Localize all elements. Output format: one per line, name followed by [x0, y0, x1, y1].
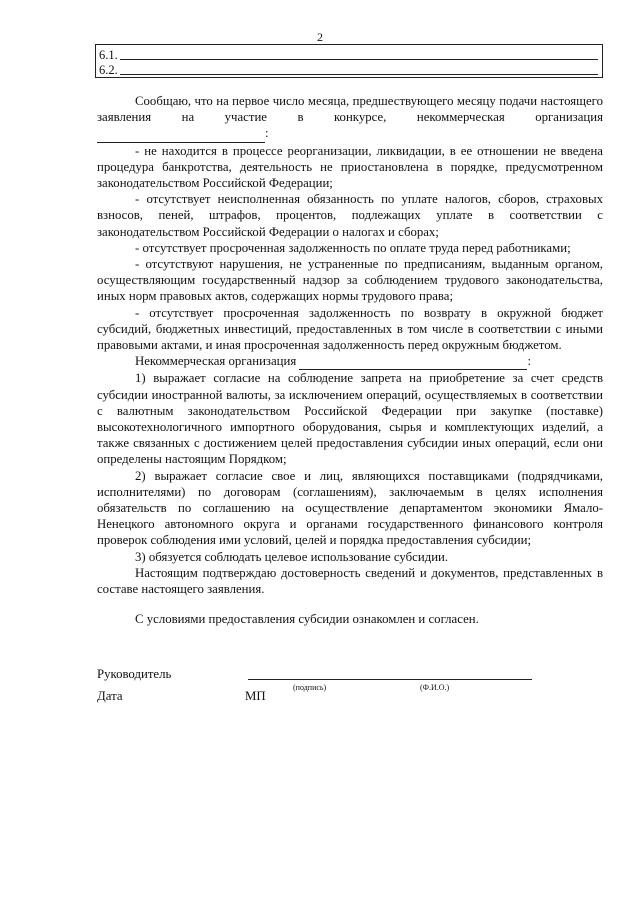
- condition-item: - не находится в процессе реорганизации, ликвидации, в ее отношении не введена процедура банкротства, деятельность не приостановлена в порядке, предусмотренном законодательством Российской Федерации;: [97, 143, 603, 191]
- intro-paragraph: [97, 93, 603, 143]
- signature-line: [248, 679, 398, 680]
- condition-item: - отсутствуют нарушения, не устраненные по предписаниям, выданным органом, осуществляющим государственный надзор за соблюдением трудового законодательства, иных норм правовых актов, содержащих нормы трудового права;: [97, 257, 603, 304]
- condition-item: - отсутствует просроченная задолженность по возврату в окружной бюджет субсидий, бюджетных инвестиций, предоставленных в том числе в соответствии с иными правовыми актами, и иная просроченная задолженность перед окружным бюджетом.: [97, 305, 603, 353]
- head-label: Руководитель: [97, 667, 172, 681]
- organization-blank: [97, 125, 265, 142]
- organization-name-blank: [299, 353, 527, 370]
- name-line: [398, 679, 532, 680]
- item-label: 6.1.: [99, 48, 118, 62]
- intro-text: Сообщаю, что на первое число месяца, предшествующего месяцу подачи настоящего заявления на участие в конкурсе, некоммерческая организация: [97, 94, 603, 125]
- condition-item: - отсутствует просроченная задолженность по оплате труда перед работниками;: [135, 240, 571, 255]
- organization-colon: :: [527, 354, 532, 369]
- date-label: Дата: [97, 689, 123, 703]
- organization-paragraph: [97, 353, 603, 370]
- obligation-item: 2) выражает согласие свое и лиц, являющихся поставщиками (подрядчиками, исполнителями) по договорам (соглашениям), заключаемым в целях исполнения обязательств по соглашению на осуществление департаментом экономики Ямало-Ненецкого автономного округа и органами государственного финансового контроля проверок соблюдения ими условий, целей и порядка предоставления субсидии;: [97, 468, 603, 548]
- condition-item: - отсутствует неисполненная обязанность по уплате налогов, сборов, страховых взносов, пеней, штрафов, процентов, подлежащих уплате в соответствии с законодательством Российской Федерации о налогах и сборах;: [97, 192, 603, 239]
- items-box: [95, 44, 603, 78]
- stamp-label: МП: [245, 689, 266, 703]
- item-fill-line: [120, 74, 598, 75]
- obligation-item: 1) выражает согласие на соблюдение запрета на приобретение за счет средств субсидии иностранной валюты, за исключением операций, осуществляемых в соответствии с валютным законодательством Российской Федерации при закупке (поставке) высокотехнологичного импортного оборудования, сырья и комплектующих изделий, а также связанных с достижением целей предоставления субсидии иных операций, если они определены настоящим Порядком;: [97, 371, 603, 467]
- signature-caption: (подпись): [293, 683, 327, 692]
- confirmation-paragraph: Настоящим подтверждаю достоверность сведений и документов, представленных в составе настоящего заявления.: [97, 565, 603, 597]
- item-fill-line: [120, 59, 598, 60]
- name-caption: (Ф.И.О.): [420, 683, 450, 692]
- obligation-item: 3) обязуется соблюдать целевое использование субсидии.: [135, 549, 449, 564]
- item-label: 6.2.: [99, 63, 118, 77]
- intro-colon: :: [265, 126, 269, 141]
- organization-label: Некоммерческая организация: [135, 354, 297, 369]
- page-number: 2: [317, 30, 323, 44]
- agreement-paragraph: С условиями предоставления субсидии ознакомлен и согласен.: [135, 612, 479, 627]
- document-body: [97, 93, 603, 628]
